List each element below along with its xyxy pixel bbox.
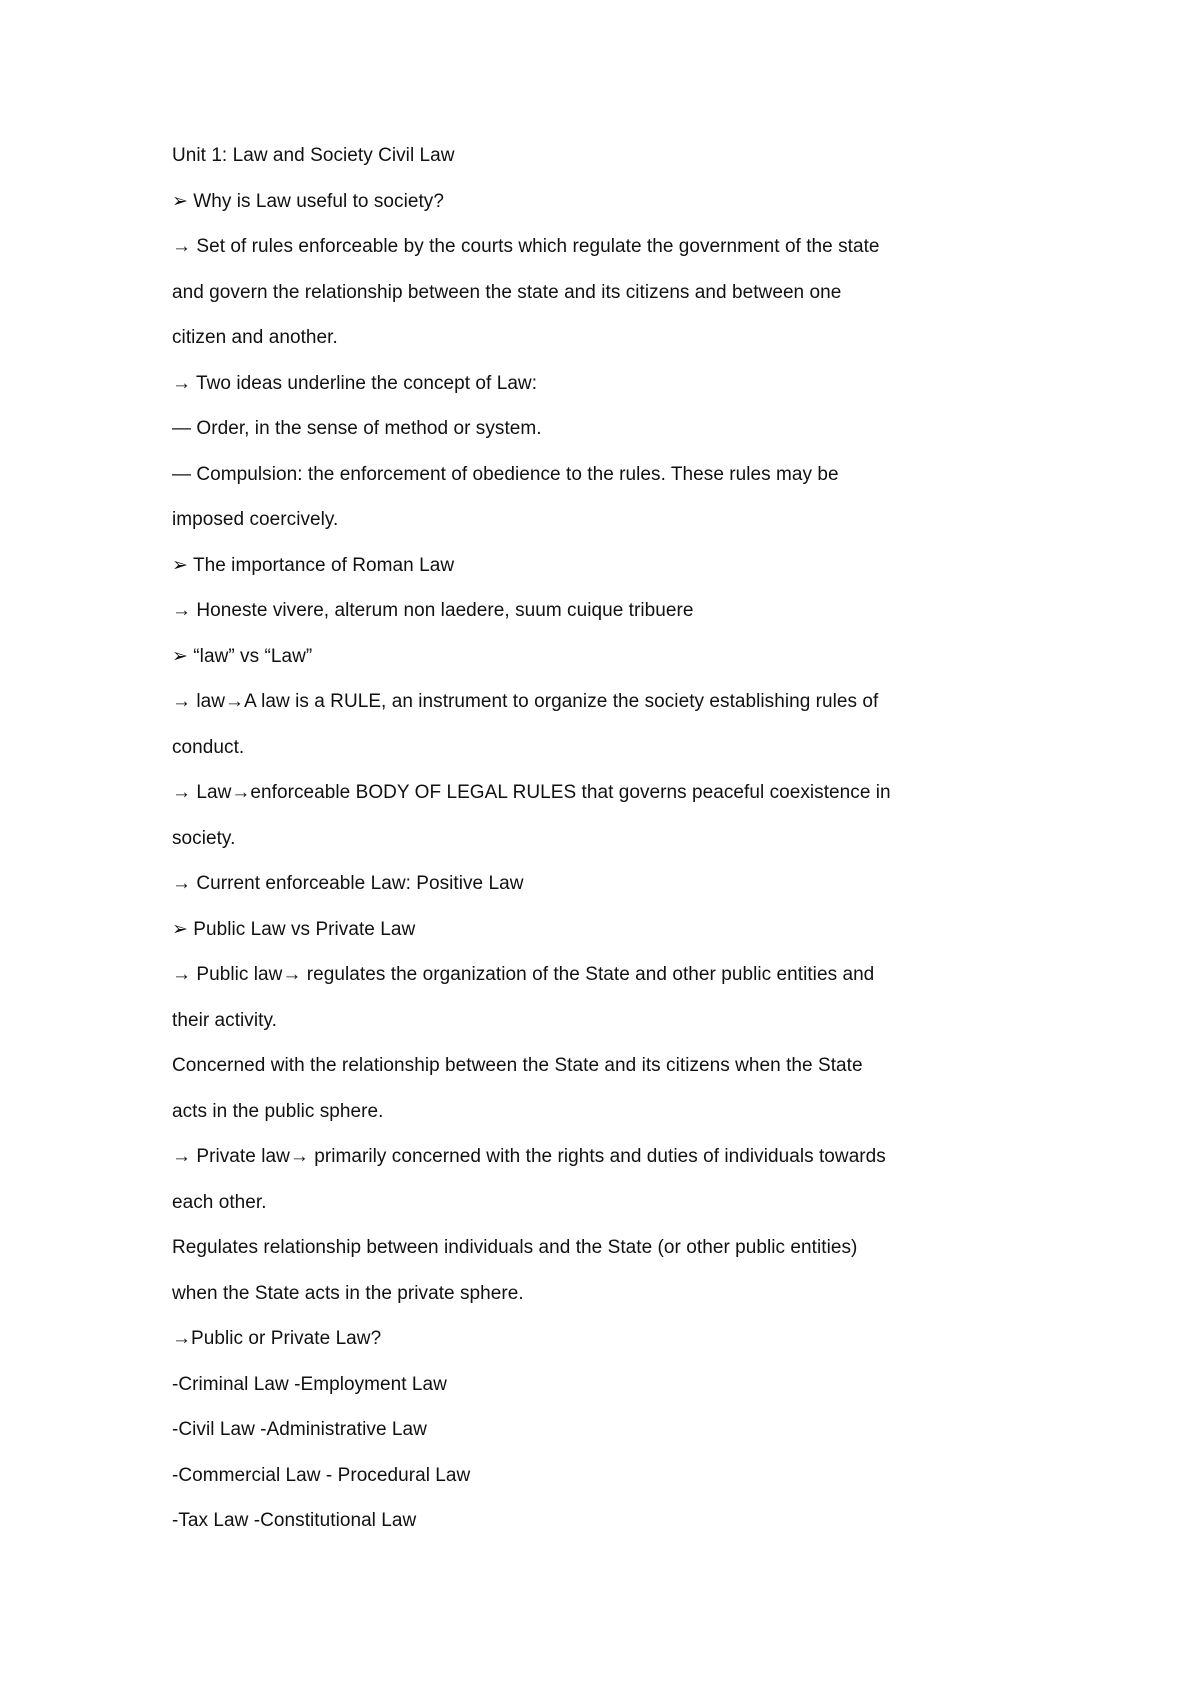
text-line: imposed coercively. bbox=[172, 509, 339, 530]
text-line: when the State acts in the private sphere. bbox=[172, 1282, 524, 1304]
text-line: → Set of rules enforceable by the courts which regulate the government of the state bbox=[172, 236, 880, 257]
list-item: -Tax Law -Constitutional Law bbox=[172, 1510, 417, 1531]
text-line: → Two ideas underline the concept of Law: bbox=[172, 372, 538, 394]
text-line: society. bbox=[172, 827, 236, 849]
bullet-why-law-useful: ➢ Why is Law useful to society? bbox=[172, 190, 444, 212]
text-line: → Private law→ primarily concerned with the rights and duties of individuals towards bbox=[172, 1146, 886, 1167]
list-item: -Criminal Law -Employment Law bbox=[172, 1373, 447, 1395]
text-line: → Current enforceable Law: Positive Law bbox=[172, 873, 524, 894]
text-line: → Public law→ regulates the organization of the State and other public entities and bbox=[172, 964, 875, 985]
text-line: Concerned with the relationship between the State and its citizens when the State bbox=[172, 1055, 863, 1076]
text-line: Regulates relationship between individuals and the State (or other public entities) bbox=[172, 1237, 858, 1258]
text-line: → law→A law is a RULE, an instrument to organize the society establishing rules of bbox=[172, 691, 879, 712]
list-item: -Commercial Law - Procedural Law bbox=[172, 1464, 471, 1486]
text-line: → Law→enforceable BODY OF LEGAL RULES that governs peaceful coexistence in bbox=[172, 782, 891, 803]
text-line: acts in the public sphere. bbox=[172, 1100, 384, 1122]
heading-unit-title: Unit 1: Law and Society Civil Law bbox=[172, 145, 455, 166]
text-line: — Order, in the sense of method or system. bbox=[172, 418, 542, 439]
text-line: → Honeste vivere, alterum non laedere, suum cuique tribuere bbox=[172, 600, 694, 621]
document-body bbox=[172, 142, 972, 1553]
text-line: their activity. bbox=[172, 1009, 277, 1031]
text-line: each other. bbox=[172, 1191, 267, 1213]
text-line: →Public or Private Law? bbox=[172, 1328, 382, 1349]
bullet-law-vs-law: ➢ “law” vs “Law” bbox=[172, 645, 313, 667]
bullet-public-vs-private: ➢ Public Law vs Private Law bbox=[172, 918, 416, 940]
list-item: -Civil Law -Administrative Law bbox=[172, 1419, 427, 1440]
bullet-roman-law: ➢ The importance of Roman Law bbox=[172, 554, 455, 576]
text-line: — Compulsion: the enforcement of obedience to the rules. These rules may be bbox=[172, 463, 839, 485]
text-line: conduct. bbox=[172, 736, 245, 758]
text-line: and govern the relationship between the state and its citizens and between one bbox=[172, 281, 842, 303]
text-line: citizen and another. bbox=[172, 327, 338, 348]
